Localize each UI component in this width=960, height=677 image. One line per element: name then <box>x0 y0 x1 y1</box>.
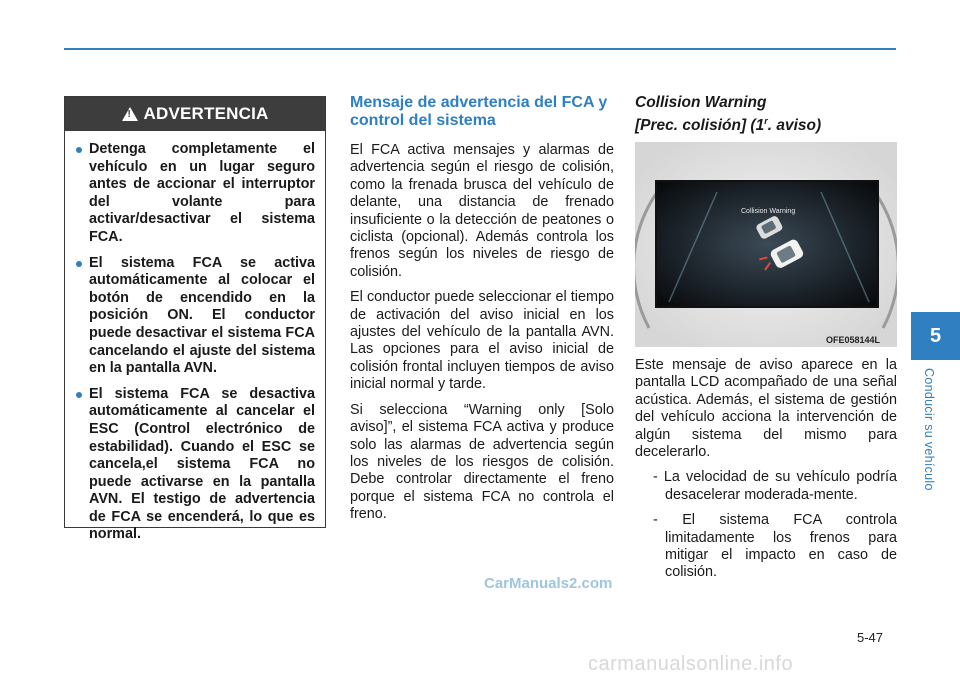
warning-header-label: ADVERTENCIA <box>143 104 269 123</box>
subsection-title-line2-pre: [Prec. colisión] (1 <box>635 117 765 135</box>
chapter-number: 5 <box>929 324 942 347</box>
subsection-title-line1: Collision Warning <box>635 94 767 111</box>
right-column-body <box>635 357 897 590</box>
subsection-title-line2-post: . aviso) <box>767 117 822 135</box>
subsection-title <box>635 94 897 135</box>
top-rule <box>64 48 896 50</box>
dash-list-item: - La velocidad de su vehículo podría desacelerar moderada-mente. <box>653 469 897 503</box>
lcd-screen <box>655 180 879 308</box>
warning-header <box>65 97 325 131</box>
section-paragraph: El conductor puede seleccionar el tiempo de activación del aviso inicial en los ajustes del vehículo de la pantalla AVN. Las opciones para el aviso inicial de colisión frontal incluyen tiempos de aviso inicial normal y tarde. <box>350 289 614 393</box>
lcd-screen-text: Collision Warning <box>741 208 796 215</box>
warning-triangle-icon <box>122 107 138 121</box>
watermark-center: CarManuals2.com <box>484 575 613 592</box>
subsection-body: Este mensaje de aviso aparece en la pantalla LCD acompañado de una señal acústica. Además, el sistema de gestión del vehículo acciona la intervención de algún sistema del mismo para decelerarlo. <box>635 357 897 461</box>
dash-list-item: - El sistema FCA controla limitadamente los frenos para mitigar el impacto en caso de colisión. <box>653 512 897 581</box>
warning-item: Detenga completamente el vehículo en un lugar seguro antes de accionar el interruptor del volante para activar/desactivar el sistema FCA. <box>89 141 315 245</box>
collision-cars-icon <box>657 182 879 308</box>
chapter-tab[interactable] <box>911 312 960 360</box>
warning-item: El sistema FCA se desactiva automáticamente al cancelar el ESC (Control electrónico de estabilidad). Cuando el ESC se cancela,el sistema FCA no puede activarse en la pantalla AVN. El testigo de advertencia de FCA se encenderá, lo que es normal. <box>89 385 315 543</box>
chapter-label-wrap <box>922 368 946 508</box>
section-paragraph: Si selecciona “Warning only [Solo aviso]”, el sistema FCA activa y produce solo las alarmas de advertencia según los niveles de los riesgos de colisión. Debe controlar directamente el freno porque el sistema FCA no controla el freno. <box>350 401 614 523</box>
page-number: 5-47 <box>857 630 884 645</box>
warning-item: El sistema FCA se activa automáticamente al colocar el botón de encendido en la posición ON. El conductor puede desactivar el sistema FCA cancelando el ajuste del sistema en la pantalla AVN. <box>89 254 315 377</box>
section-title: Mensaje de advertencia del FCA y control del sistema <box>350 94 608 129</box>
figure-caption: OFE058144L <box>826 335 881 345</box>
section-paragraph: El FCA activa mensajes y alarmas de advertencia según el riesgo de colisión, como la frenada brusca del vehículo de delante, una distancia de frenado insuficiente o la detección de peatones o ciclista (opcional). Además controla los frenos según los niveles de riesgo de colisión. <box>350 142 614 280</box>
subsection-title-sup: r <box>764 116 768 126</box>
cluster-photo <box>635 142 897 347</box>
chapter-label: Conducir su vehículo <box>922 368 936 491</box>
watermark-bottom: carmanualsonline.info <box>588 653 794 675</box>
warning-list <box>65 131 325 544</box>
warning-box <box>64 96 326 543</box>
middle-column <box>350 94 614 532</box>
right-column-header <box>635 94 897 135</box>
